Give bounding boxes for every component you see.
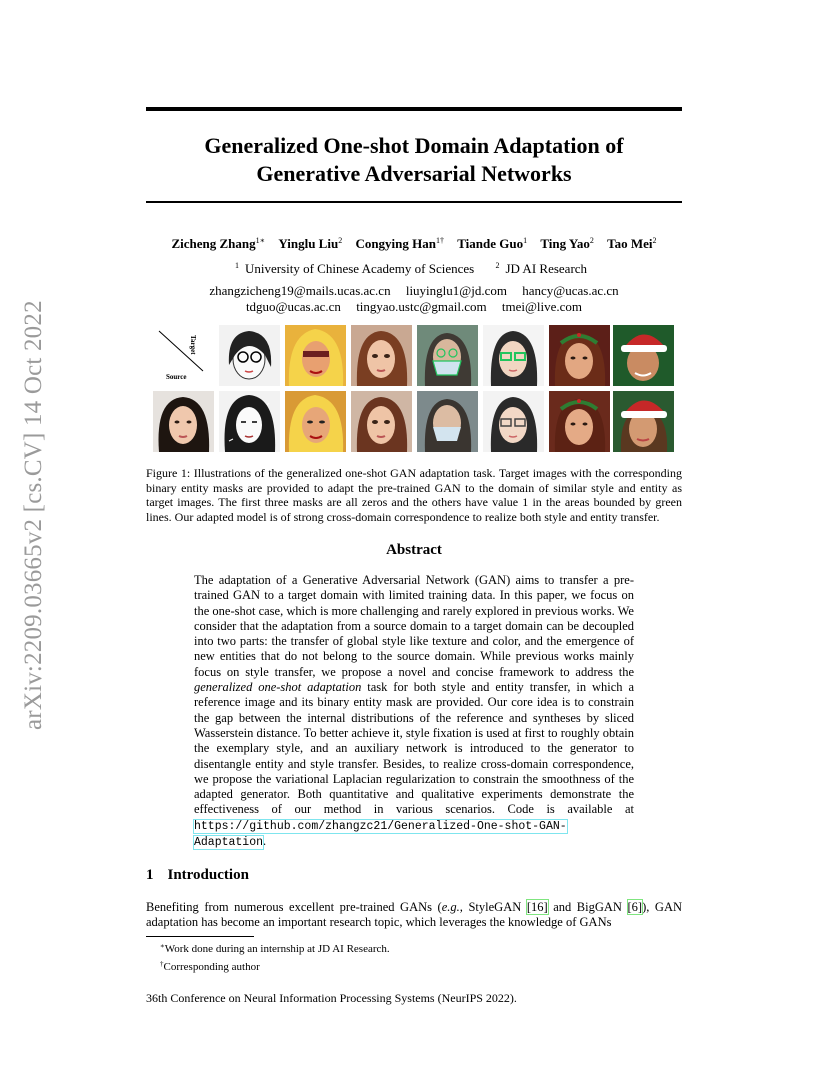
section-title: Introduction [167, 867, 249, 883]
footnote: ∗Work done during an internship at JD AI Research. [160, 942, 390, 955]
section-number: 1 [146, 867, 154, 883]
paper-title [146, 132, 682, 188]
author: Zicheng Zhang$^{1∗}$ [171, 236, 266, 251]
source-image-photo [153, 391, 214, 452]
figure-caption: Figure 1: Illustrations of the generalized one-shot GAN adaptation task. Target images with the corresponding binary entity masks are provided to adapt the pre-trained GAN to the domain of similar style and entity as target images. The first three masks are all zeros and the others have value 1 in the areas bounded by green lines. Our adapted model is of strong cross-domain correspondence to realize both style and entity transfer. [146, 466, 682, 524]
author-list [146, 236, 682, 252]
figure-1 [153, 325, 679, 455]
top-rule [146, 107, 682, 111]
source-image-sketch [219, 391, 280, 452]
introduction-text: Benefiting from numerous excellent pre-trained GANs (e.g., StyleGAN [16] and BigGAN [6]), GAN adaptation has become an important research topic, which leverages the knowledge of GANs [146, 900, 682, 929]
email: tdguo@ucas.ac.cn [245, 299, 341, 314]
target-image-comic [285, 325, 346, 386]
target-image-painting [351, 325, 412, 386]
target-image-glasses [483, 325, 544, 386]
source-image-glasses [483, 391, 544, 452]
title-line-1: Generalized One-shot Domain Adaptation of [204, 133, 624, 158]
email: tmei@live.com [501, 299, 583, 314]
conference-note: 36th Conference on Neural Information Processing Systems (NeurIPS 2022). [146, 991, 517, 1005]
affiliations [146, 261, 682, 277]
email: tingyao.ustc@gmail.com [356, 299, 487, 314]
target-label: Target [189, 335, 197, 355]
code-link[interactable]: https://github.com/zhangzc21/Generalized-One-shot-GAN-Adaptation [194, 819, 567, 850]
author: Tiande Guo$^1$ [457, 236, 528, 251]
source-image-comic [285, 391, 346, 452]
affiliation: $^2$ JD AI Research [495, 261, 588, 276]
title-bottom-rule [146, 201, 682, 203]
source-image-painting [351, 391, 412, 452]
author: Tao Mei$^2$ [607, 236, 657, 251]
footnotes [146, 939, 682, 974]
title-line-2: Generative Adversarial Networks [256, 161, 572, 186]
section-heading-introduction [146, 867, 249, 884]
arxiv-sidebar-id: arXiv:2209.03665v2 [cs.CV] 14 Oct 2022 [20, 300, 47, 730]
email: liuyinglu1@jd.com [405, 283, 507, 298]
figure-corner-diagram [153, 325, 214, 386]
author: Congying Han$^{1\dagger}$ [355, 236, 444, 251]
email: zhangzicheng19@mails.ucas.ac.cn [209, 283, 391, 298]
footnote: †Corresponding author [160, 959, 260, 973]
source-image-mask [417, 391, 478, 452]
target-image-wreath [549, 325, 610, 386]
footnote-rule [146, 936, 254, 937]
author-emails [146, 283, 682, 315]
affiliation: $^1$ University of Chinese Academy of Sciences [234, 261, 475, 276]
source-image-wreath [549, 391, 610, 452]
target-image-santa [613, 325, 674, 386]
source-label: Source [166, 373, 187, 381]
citation-link[interactable]: [16] [526, 900, 548, 914]
target-image-sketch [219, 325, 280, 386]
abstract-heading: Abstract [386, 542, 442, 558]
citation-link[interactable]: [6] [627, 900, 643, 914]
author: Ting Yao$^2$ [540, 236, 594, 251]
email: hancy@ucas.ac.cn [522, 283, 619, 298]
source-image-santa [613, 391, 674, 452]
target-image-mask [417, 325, 478, 386]
author: Yinglu Liu$^2$ [278, 236, 343, 251]
abstract-text: The adaptation of a Generative Adversarial Network (GAN) aims to transfer a pre-trained GAN to a target domain with limited training data. In this paper, we focus on the one-shot case, which is more challenging and rarely explored in previous works. We consider that the adaptation from a source domain to a target domain can be decoupled into two parts: the transfer of global style like texture and color, and the emergence of new entities that do not belong to the source domain. While previous works mainly focus on style transfer, we propose a novel and concise framework to address the generalized one-shot adaptation task for both style and entity transfer, in which a reference image and its binary entity mask are provided. Our core idea is to constrain the gap between the internal distributions of the reference and syntheses by sliced Wasserstein distance. To better achieve it, style fixation is used at first to roughly obtain the exemplary style, and an auxiliary network is introduced to the generator to disentangle entity and style transfer. Besides, to realize cross-domain correspondence, we propose the variational Laplacian regularization to constrain the smoothness of the adapted generator. Both quantitative and qualitative experiments demonstrate the effectiveness of our method in various scenarios. Code is available at https://github.com/zhangzc21/Generalized-One-shot-GAN-Adaptation. [194, 573, 634, 850]
